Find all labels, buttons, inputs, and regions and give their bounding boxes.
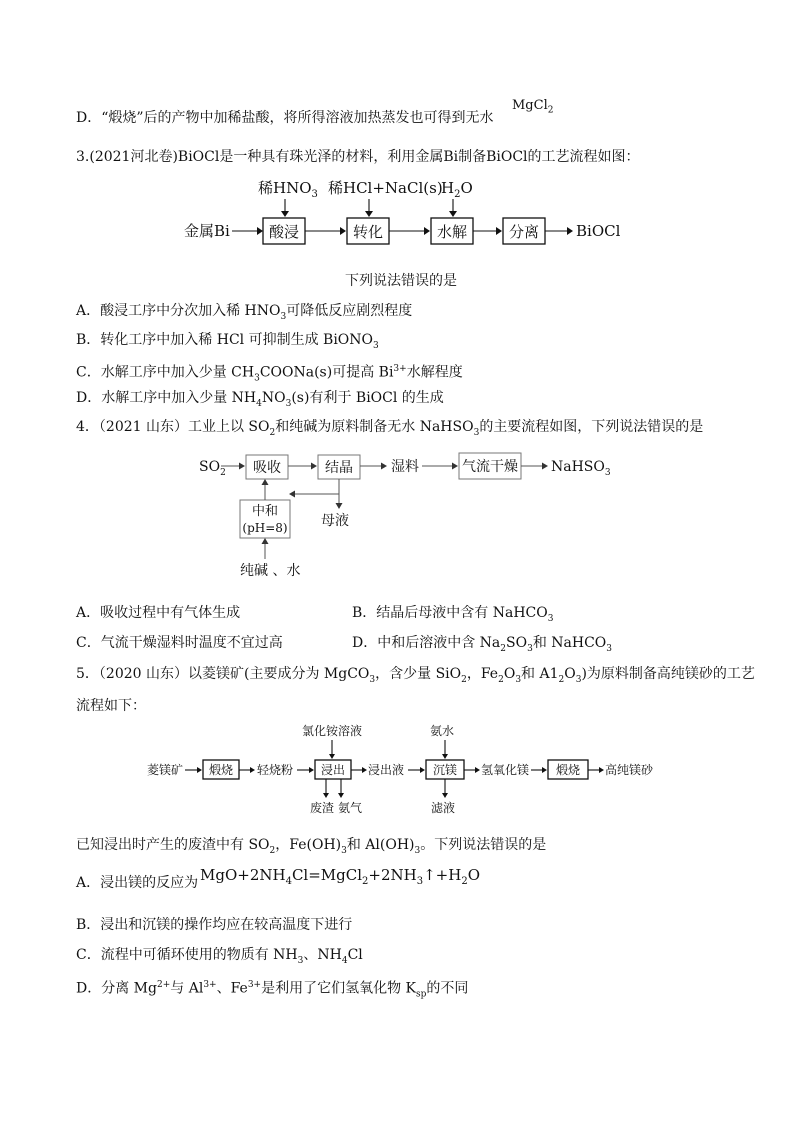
q4-absorb: 吸收 [253,460,281,476]
q5-stem-line1: 5．（2020 山东）以菱镁矿(主要成分为 MgCO$_3$，含少量 SiO$_2$，$Fe_2O_3$和 $A1_2O_3$)为原料制备高纯镁砂的工艺 [76,666,755,685]
q5-precip: 沉镁 [432,763,458,777]
q3-step-2: 转化 [352,223,384,241]
q5-stem-line2: 流程如下： [76,698,146,714]
q5-leach-reagent: 氯化铵溶液 [302,724,363,738]
q4-option-d: D．中和后溶液中含 $Na_2SO_3$和 NaHCO$_3$ [352,635,613,654]
q4-flow-diagram [0,440,800,590]
q4-alkali: 纯碱 、水 [240,563,301,579]
q3-product: BiOCl [576,222,621,240]
q4-neutral-ph: (pH=8) [242,521,288,535]
q5-leach: 浸出 [320,763,346,777]
q4-dry: 气流干燥 [462,459,518,475]
q5-option-d: D．分离 $Mg^{2+}$与 $Al^{3+}$、$Fe^{3+}$是利用了它们氢氧化物 $K_{sp}$的不同 [76,980,469,1000]
q4-option-a: A．吸收过程中有气体生成 [76,605,241,621]
q5-calcine: 煅烧 [208,763,234,777]
q3-stem: 3.(2021河北卷)BiOCl是一种具有珠光泽的材料，利用金属Bi制备BiOCl的工艺流程如图： [76,149,640,165]
q5-waste: 废渣 [310,801,335,815]
q5-option-a-equation: $MgO+2NH_4Cl=MgCl_2+2NH_3↑+H_2O$ [200,866,481,887]
q3-step-4: 分离 [508,223,540,241]
q3-reagent3: $H_2O$ [441,179,473,200]
q4-so2: $SO_2$ [199,459,226,478]
q3-flow-diagram [0,0,800,300]
q3-reagent1: 稀$HNO_3$ [258,179,318,200]
q5-hydroxide: 氢氧化镁 [481,763,530,777]
q5-flow-diagram [0,720,800,820]
q5-option-a: A．浸出镁的反应为 [76,875,199,891]
q5-gas: 氨气 [338,801,363,815]
q5-option-c: C．流程中可循环使用的物质有 $NH_3$、$NH_4Cl$ [76,947,363,966]
q5-filtrate: 滤液 [431,801,456,815]
q3-reagent2: 稀HCl+NaCl(s) [328,179,443,197]
q5-known: 已知浸出时产生的废渣中有 $SO_2$，$Fe(OH)_3$和 $Al(OH)_3$。下列说法错误的是 [76,837,547,856]
q3-option-a: A．酸浸工序中分次加入稀 $HNO_3$可降低反应剧烈程度 [76,303,413,322]
q5-leachate: 浸出液 [368,763,405,777]
q5-light: 轻烧粉 [257,763,294,777]
q3-start: 金属Bi [184,222,230,240]
q2-option-d-text: D．“煅烧”后的产物中加稀盐酸，将所得溶液加热蒸发也可得到无水 [76,110,494,126]
q3-option-c: C．水解工序中加入少量 $CH_3COONa(s)$可提高 $Bi^{3+}$水解程度 [76,364,463,384]
q3-option-d: D．水解工序中加入少量 $NH_4NO_3(s)$有利于 BiOCl 的生成 [76,390,444,409]
q3-step-1: 酸浸 [268,223,300,241]
q3-option-b: B．转化工序中加入稀 HCl 可抑制生成 BiONO$_3$ [76,332,379,351]
q4-option-c: C．气流干燥湿料时温度不宜过高 [76,635,283,651]
q5-calcine2: 煅烧 [555,763,581,777]
q4-mother: 母液 [321,513,349,529]
q5-ammonia: 氨水 [430,724,455,738]
q5-option-b: B．浸出和沉镁的操作均应在较高温度下进行 [76,917,353,933]
q3-step-3: 水解 [436,223,468,241]
q3-question: 下列说法错误的是 [345,273,457,289]
q4-wet: 湿料 [391,459,419,475]
q4-stem: 4．（2021 山东）工业上以 $SO_2$和纯碱为原料制备无水 NaHSO$_3$的主要流程如图，下列说法错误的是 [76,419,704,438]
q4-product: NaHSO$_3$ [551,459,611,478]
q5-ore: 菱镁矿 [147,763,184,777]
q4-option-b: B．结晶后母液中含有 NaHCO$_3$ [352,605,554,624]
q4-crystal: 结晶 [325,460,353,476]
q2-option-d-formula: MgCl$_2$ [512,98,554,116]
q4-neutral: 中和 [251,504,279,519]
q5-product: 高纯镁砂 [605,763,654,777]
